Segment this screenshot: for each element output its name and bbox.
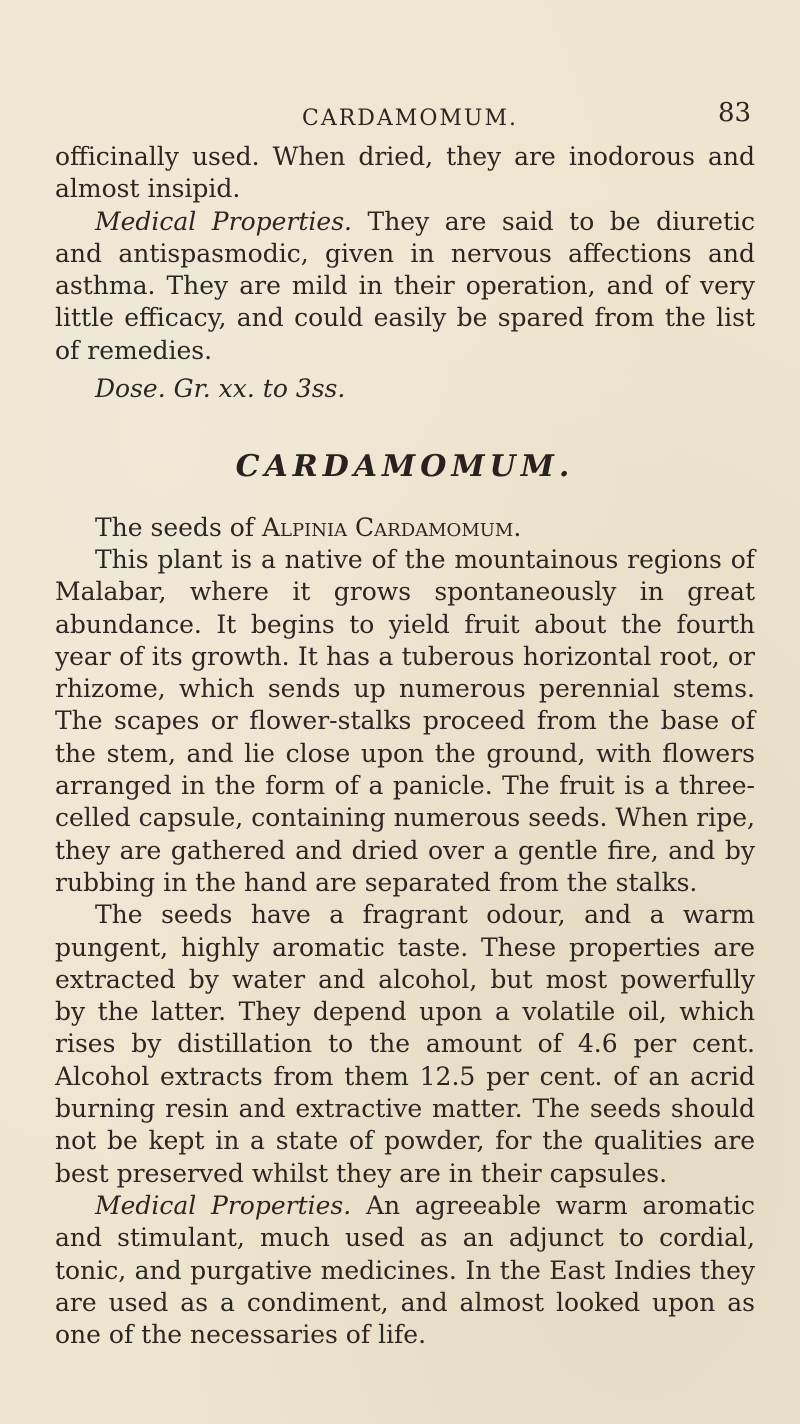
medical-properties-label-2: Medical Properties.	[95, 1190, 352, 1220]
medical-properties-paragraph	[55, 206, 755, 367]
running-title: CARDAMOMUM.	[302, 106, 518, 131]
species-name: Alpinia Cardamomum.	[261, 512, 522, 542]
dose-line: Dose. Gr. xx. to 3ss.	[95, 374, 346, 404]
medical-properties-text-2: An agreeable warm aromatic and stimulant, much used as an adjunct to cordial, tonic, and purgative medicines. In the East Indies they are used as a condiment, and almost looked upon as one of the necessaries of life.	[55, 1190, 755, 1350]
medical-properties-label: Medical Properties.	[95, 206, 352, 236]
description-paragraph: This plant is a native of the mountainous regions of Malabar, where it grows spontaneously in great abundance. It begins to yield fruit about the fourth year of its growth. It has a tuberous horizontal root, or rhizome, which sends up numerous perennial stems. The scapes or flower-stalks proceed from the base of the stem, and lie close upon the ground, with flowers arranged in the form of a panicle. The fruit is a three-celled capsule, containing numerous seeds. When ripe, they are gathered and dried over a gentle fire, and by rubbing in the hand are separated from the stalks.	[55, 544, 755, 897]
medical-properties-text: They are said to be diuretic and antispasmodic, given in nervous affections and asthma. They are mild in their operation, and of very little efficacy, and could easily be spared from the list of remedies.	[55, 206, 755, 365]
body-text	[55, 141, 755, 1351]
section-heading: CARDAMOMUM.	[235, 449, 575, 485]
running-head	[0, 78, 800, 131]
medical-properties-paragraph-2	[55, 1190, 755, 1351]
page-number: 83	[718, 98, 752, 128]
seeds-paragraph: The seeds have a fragrant odour, and a warm pungent, highly aromatic taste. These properties are extracted by water and alcohol, but most powerfully by the latter. They depend upon a volatile oil, which rises by distillation to the amount of 4.6 per cent. Alcohol extracts from them 12.5 per cent. of an acrid burning resin and extractive matter. The seeds should not be kept in a state of powder, for the qualities are best preserved whilst they are in their capsules.	[55, 900, 755, 1188]
intro-prefix: The seeds of	[95, 512, 255, 542]
continuation-paragraph: officinally used. When dried, they are inodorous and almost insipid.	[55, 142, 755, 204]
intro-paragraph	[55, 512, 755, 544]
